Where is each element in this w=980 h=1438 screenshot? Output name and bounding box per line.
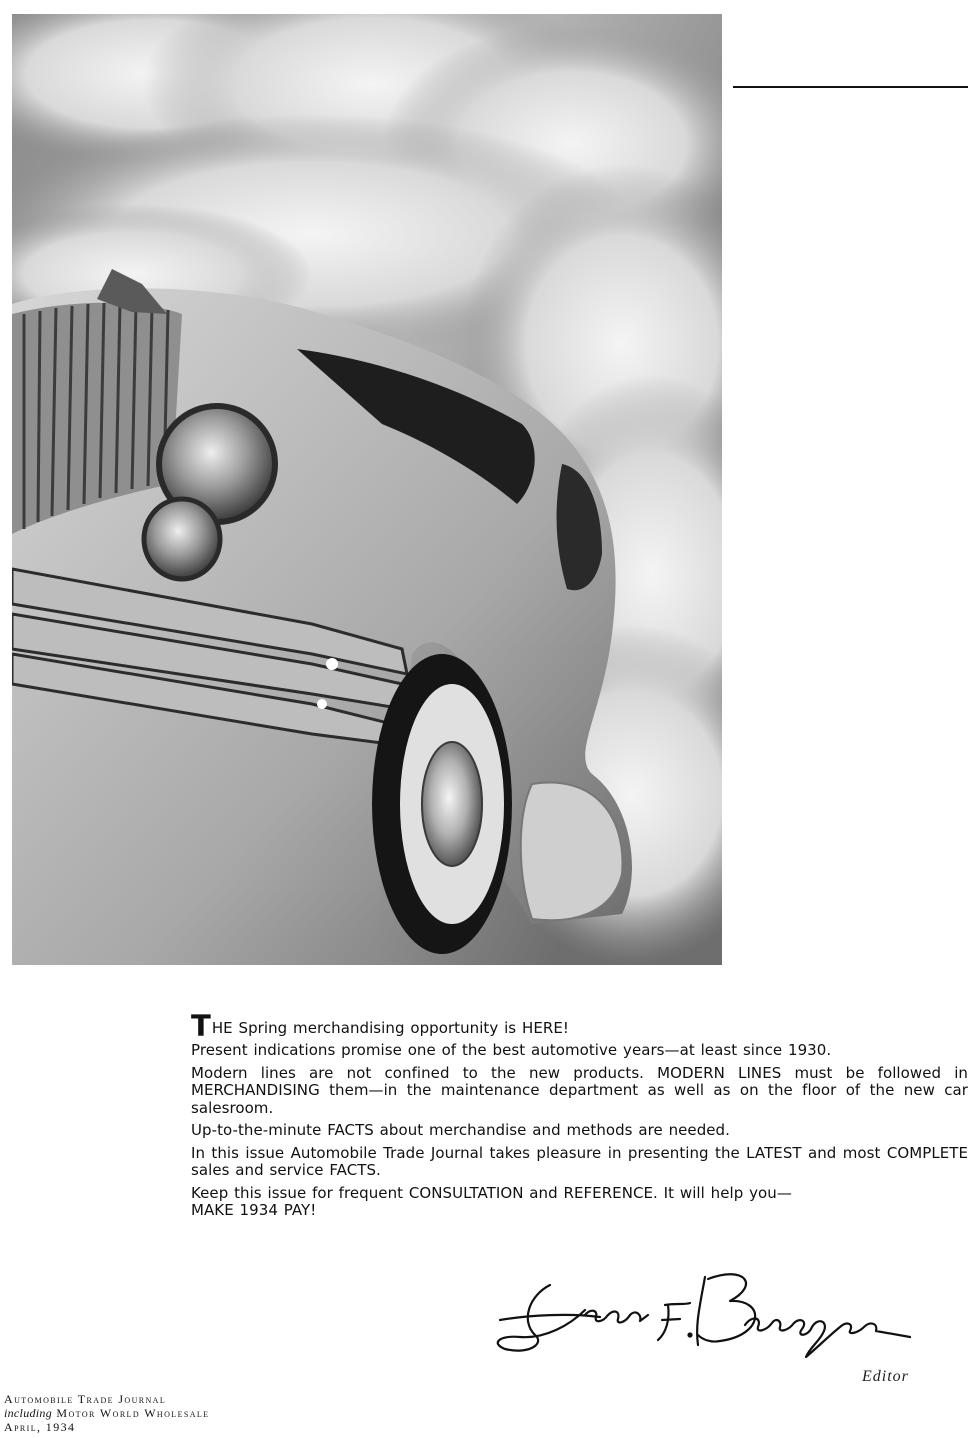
editor-title: Editor [862, 1368, 909, 1385]
editorial-text [191, 1009, 968, 1220]
editorial-paragraph-1 [191, 1009, 968, 1043]
signature-image [490, 1265, 920, 1363]
editorial-paragraph-2: Present indications promise one of the best automotive years—at least since 1930. [191, 1041, 832, 1059]
paragraph-1-text: HE Spring merchandising opportunity is HERE! [211, 1018, 569, 1037]
publication-footer [4, 1392, 209, 1434]
footer-publication-name: Automobile Trade Journal [4, 1392, 167, 1406]
footer-line-2 [4, 1406, 209, 1420]
editorial-paragraph-4: Up-to-the-minute FACTS about merchandise and methods are needed. [191, 1121, 730, 1139]
paragraph-6-line-1: Keep this issue for frequent CONSULTATION and REFERENCE. It will help you— [191, 1183, 792, 1202]
editor-signature [490, 1265, 920, 1363]
cover-photo [12, 14, 722, 965]
footer-issue-date: April, 1934 [4, 1420, 76, 1434]
footer-including: including [4, 1406, 53, 1420]
editorial-paragraph-3: Modern lines are not confined to the new products. MODERN LINES must be followed in MERCHANDISING them—in the maintenance department as well as on the floor of the new car salesroom. [191, 1063, 968, 1117]
footer-wholesale: Motor World Wholesale [52, 1406, 210, 1420]
paragraph-6-line-2: MAKE 1934 PAY! [191, 1201, 317, 1219]
car-in-clouds-image [12, 14, 722, 965]
editorial-paragraph-6 [191, 1185, 968, 1220]
drop-cap: T [191, 1009, 211, 1043]
header-rule [733, 86, 968, 88]
editorial-paragraph-5: In this issue Automobile Trade Journal takes pleasure in presenting the LATEST and most COMPLETE sales and service FACTS. [191, 1143, 968, 1179]
